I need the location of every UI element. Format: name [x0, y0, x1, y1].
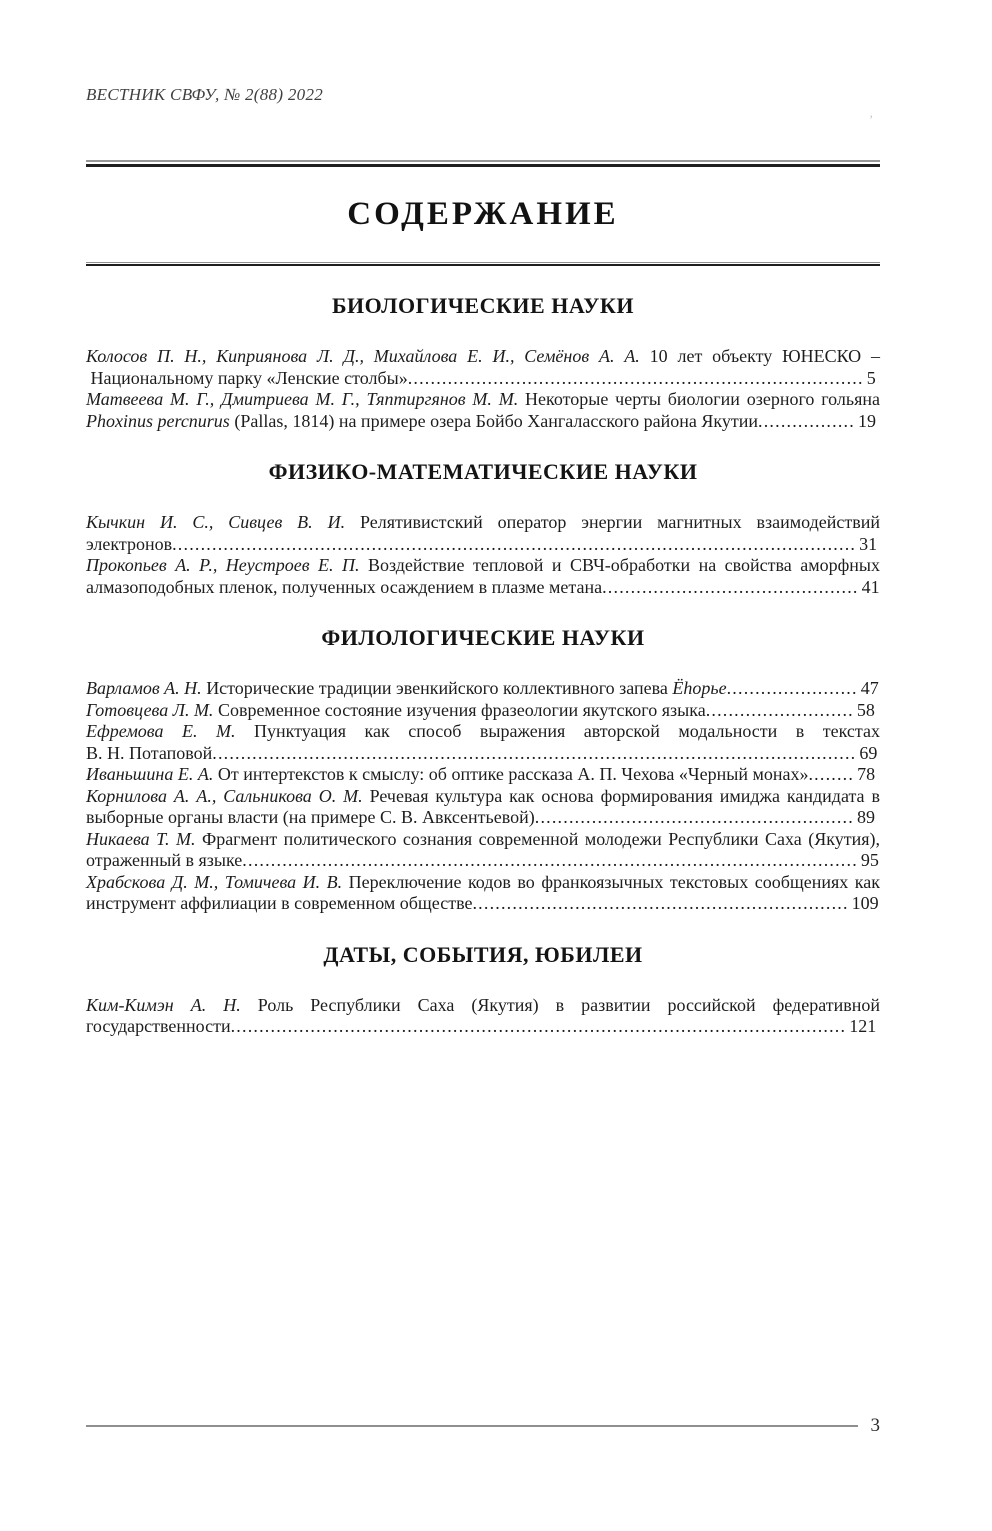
leader-dots: ..........................	[705, 699, 854, 720]
entry-title-segment: Переключение кодов во франкоязычных текстовых сообщениях как инструмент аффилиации в современном обществе	[86, 871, 880, 913]
entry-authors: Ким-Кимэн А. Н.	[86, 994, 241, 1015]
toc-entry	[86, 346, 880, 389]
toc-entry	[86, 678, 880, 700]
entry-authors: Корнилова А. А., Сальникова О. М.	[86, 785, 363, 806]
entry-page-number: 41	[861, 576, 880, 597]
toc-section	[86, 624, 880, 915]
toc-section	[86, 458, 880, 598]
entry-title-segment: Исторические традиции эвенкийского коллективного запева	[206, 678, 673, 698]
entry-page-number: 95	[860, 850, 879, 870]
entry-authors: Храбскова Д. М., Томичева И. В.	[86, 871, 343, 892]
footer-rule	[86, 1425, 858, 1427]
leader-dots: ........................................................	[534, 807, 854, 827]
entry-title-segment: (Pallas, 1814) на примере озера Бойбо Хангаласского района Якутии	[229, 410, 759, 431]
running-header: ВЕСТНИК СВФУ, № 2(88) 2022	[86, 85, 324, 104]
leader-dots: ........	[808, 764, 855, 784]
toc-sections	[86, 292, 880, 1038]
entry-authors: Иваньшина Е. А.	[86, 764, 214, 784]
entry-page-number: 121	[849, 1016, 877, 1036]
entry-authors: Кычкин И. С., Сивцев В. И.	[86, 512, 346, 532]
entry-title-segment: Phoxinus percnurus	[86, 410, 230, 431]
entry-title-segment: 10 лет объекту ЮНЕСКО – Национальному парку «Ленские столбы»	[86, 346, 880, 388]
leader-dots: .................................................................................................................	[212, 742, 857, 763]
page-number: 3	[870, 1415, 880, 1436]
page-title: СОДЕРЖАНИЕ	[347, 196, 619, 232]
entry-page-number: 69	[859, 742, 878, 763]
entry-authors: Готовцева Л. М.	[86, 699, 214, 720]
toc-entry	[86, 700, 880, 722]
toc-section	[86, 941, 880, 1038]
entry-title-segment: Некоторые черты биологии озерного гольяна	[525, 389, 881, 409]
entry-title-segment: Релятивистский оператор энергии магнитных взаимодействий электронов	[86, 512, 881, 554]
page-footer	[86, 1413, 880, 1439]
toc-entry	[86, 721, 880, 764]
entry-title-segment: Фрагмент политического сознания современной молодежи Республики Саха (Якутия), отраженный в языке	[86, 828, 880, 870]
leader-dots: ............................................................................................................	[230, 1016, 847, 1036]
entry-title-segment: Речевая культура как основа формирования имиджа кандидата в выборные органы власти (на примере С. В. Авксентьевой)	[86, 785, 880, 827]
entry-title-segment: Пунктуация как способ выражения авторской модальности в текстах В. Н. Потаповой	[86, 721, 880, 763]
entry-page-number: 109	[851, 893, 879, 913]
leader-dots: .................	[758, 410, 855, 431]
toc-entry	[86, 995, 880, 1038]
toc-entry	[86, 872, 880, 915]
leader-dots: .............................................	[602, 576, 859, 597]
leader-dots: ................................................................................	[407, 367, 864, 388]
section-heading: ФИЛОЛОГИЧЕСКИЕ НАУКИ	[321, 625, 645, 650]
entry-title-segment: От интертекстов к смыслу: об оптике рассказа А. П. Чехова «Черный монах»	[217, 764, 809, 784]
entry-authors: Никаева Т. М.	[86, 828, 196, 849]
entry-title-segment: Ёһорье	[672, 678, 727, 698]
entry-authors: Варламов А. Н.	[86, 678, 202, 698]
toc-entry	[86, 555, 880, 598]
single-rule	[86, 262, 880, 266]
entry-page-number: 58	[856, 699, 875, 720]
entry-page-number: 31	[859, 533, 878, 554]
page-content	[86, 0, 880, 1038]
entry-title-segment: Современное состояние изучения фразеологии якутского языка	[217, 699, 706, 720]
section-heading: ДАТЫ, СОБЫТИЯ, ЮБИЛЕИ	[323, 941, 643, 967]
entry-page-number: 5	[866, 367, 876, 388]
section-heading: ФИЗИКО-МАТЕМАТИЧЕСКИЕ НАУКИ	[268, 459, 698, 484]
leader-dots: ............................................................................................................	[242, 850, 858, 870]
leader-dots: .......................	[726, 678, 858, 698]
entry-page-number: 78	[857, 764, 876, 784]
toc-entry	[86, 786, 880, 829]
toc-section	[86, 292, 880, 432]
entry-authors: Колосов П. Н., Киприянова Л. Д., Михайлова Е. И., Семёнов А. А.	[86, 346, 640, 366]
leader-dots: ..................................................................	[472, 893, 849, 913]
double-rule	[86, 160, 880, 167]
entry-title-segment: Воздействие тепловой и СВЧ-обработки на свойства аморфных алмазоподобных пленок, полученных осаждением в плазме метана	[86, 555, 880, 597]
entry-authors: Ефремова Е. М.	[86, 721, 236, 741]
section-heading: БИОЛОГИЧЕСКИЕ НАУКИ	[331, 293, 634, 318]
entry-title-segment: Роль Республики Саха (Якутия) в развитии российской федеративной государственности	[86, 994, 880, 1036]
entry-page-number: 47	[860, 678, 879, 698]
toc-entry	[86, 829, 880, 872]
entry-page-number: 89	[856, 807, 875, 827]
scan-artifact: ʼ	[869, 112, 874, 127]
entry-authors: Матвеева М. Г., Дмитриева М. Г., Тяптиргянов М. М.	[86, 389, 519, 409]
entry-page-number: 19	[857, 410, 876, 431]
toc-entry	[86, 512, 880, 555]
leader-dots: ........................................................................................................................	[172, 533, 857, 554]
entry-authors: Прокопьев А. Р., Неустроев Е. П.	[86, 555, 360, 575]
toc-entry	[86, 764, 880, 786]
toc-entry	[86, 389, 880, 432]
